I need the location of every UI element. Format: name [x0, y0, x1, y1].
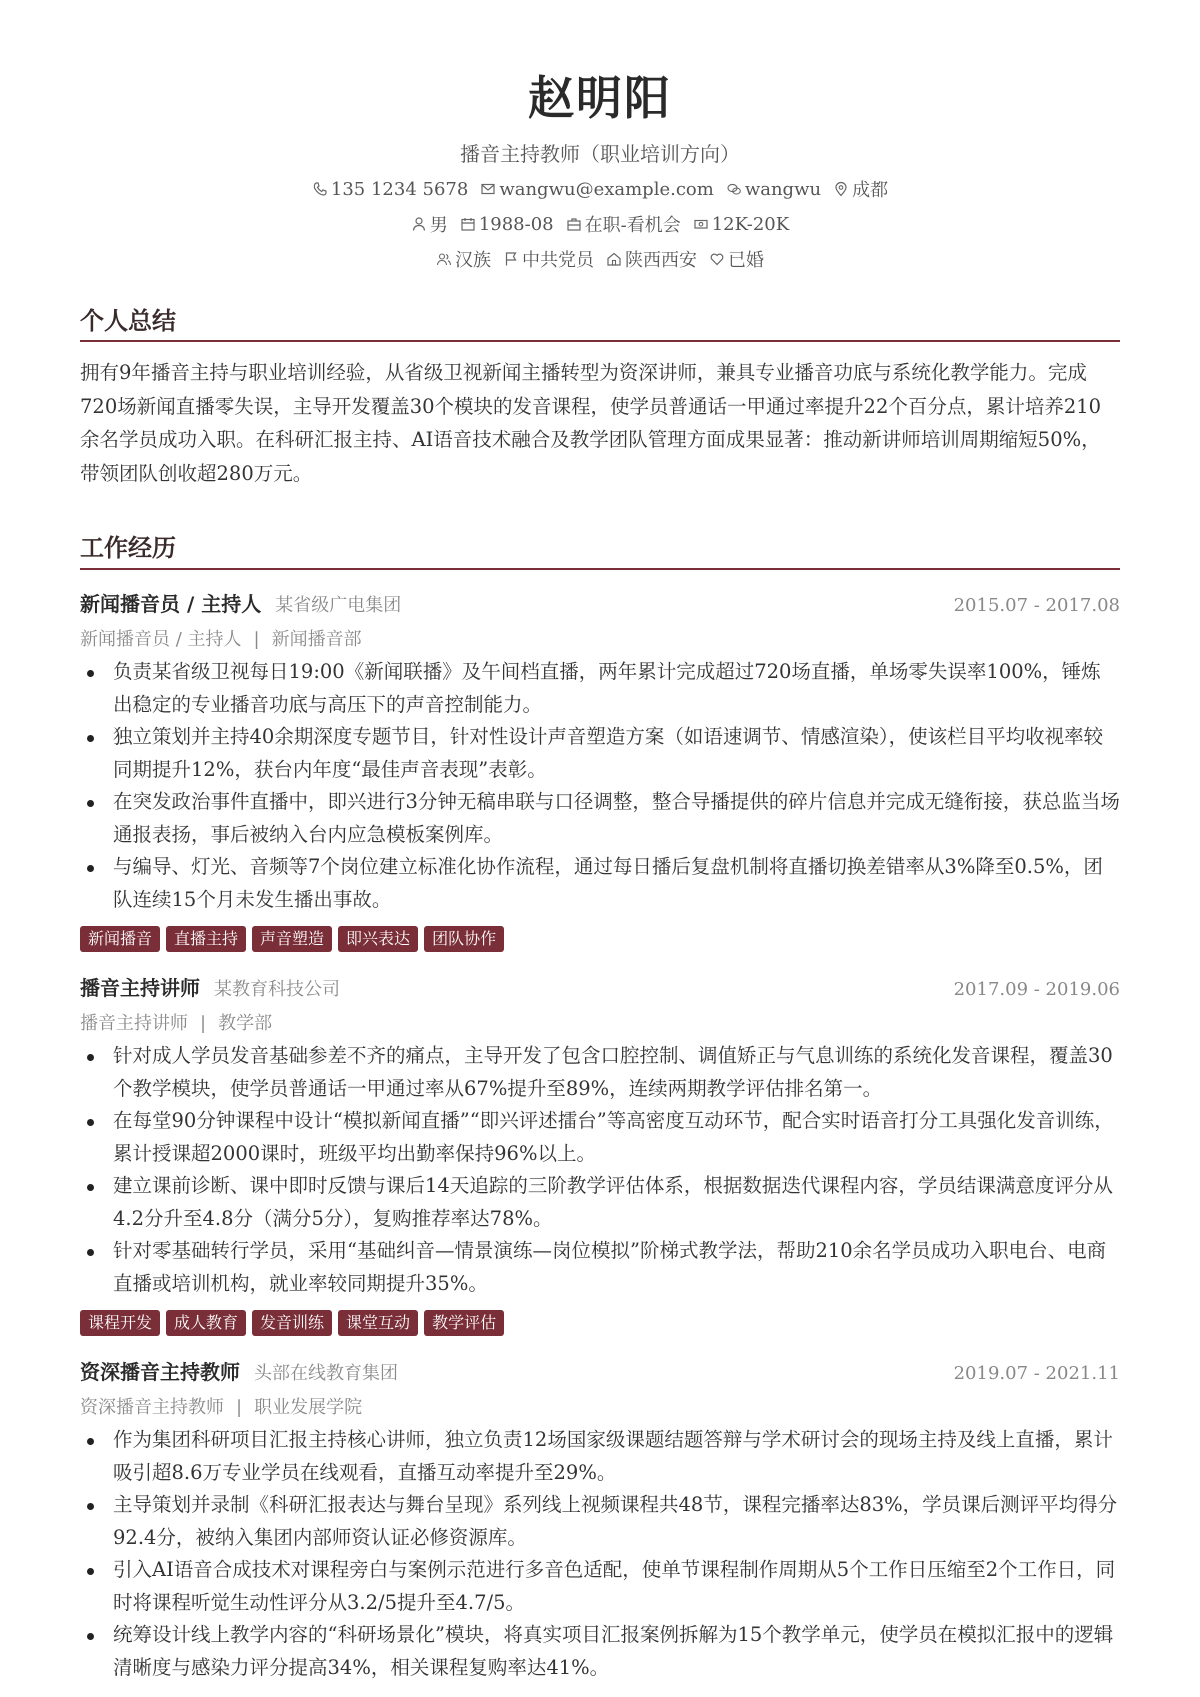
job-bullets — [80, 1424, 1120, 1684]
email-text: wangwu@example.com — [499, 178, 714, 200]
skill-tag: 发音训练 — [252, 1310, 332, 1336]
skill-tag: 直播主持 — [166, 926, 246, 952]
skill-tag: 课堂互动 — [338, 1310, 418, 1336]
politics-text: 中共党员 — [522, 250, 594, 271]
email-item — [480, 176, 714, 202]
list-item: 在每堂90分钟课程中设计“模拟新闻直播”“即兴评述擂台”等高密度互动环节，配合实时语音打分工具强化发音训练，累计授课超2000课时，班级平均出勤率保持96%以上。 — [80, 1105, 1120, 1170]
job-date: 2019.07 - 2021.11 — [953, 1363, 1120, 1384]
job-separator: | — [253, 629, 260, 650]
job-role: 资深播音主持教师 — [80, 1360, 240, 1384]
job-position: 资深播音主持教师 — [80, 1397, 224, 1418]
experience-divider — [80, 568, 1120, 570]
job-company: 头部在线教育集团 — [254, 1363, 398, 1384]
job-subline — [80, 1009, 272, 1035]
candidate-name: 赵明阳 — [528, 71, 672, 125]
job-subline — [80, 625, 362, 651]
wechat-icon — [726, 181, 742, 197]
skill-tag: 即兴表达 — [338, 926, 418, 952]
experience-heading: 工作经历 — [80, 533, 176, 562]
skill-tag: 团队协作 — [424, 926, 504, 952]
job-bullets — [80, 1040, 1120, 1300]
gender-text: 男 — [429, 215, 448, 236]
job-bullets — [80, 656, 1120, 916]
job-company: 某省级广电集团 — [275, 595, 402, 616]
job-header — [80, 1356, 1120, 1386]
summary-heading: 个人总结 — [80, 306, 176, 335]
job-department: 职业发展学院 — [254, 1397, 363, 1418]
job-position: 播音主持讲师 — [80, 1013, 188, 1034]
list-item: 针对成人学员发音基础参差不齐的痛点，主导开发了包含口腔控制、调值矫正与气息训练的系统化发音课程，覆盖30个教学模块，使学员普通话一甲通过率从67%提升至89%，连续两期教学评估排名第一。 — [80, 1040, 1120, 1105]
briefcase-icon — [566, 216, 582, 232]
home-icon — [606, 251, 622, 267]
ethnicity-item — [436, 246, 491, 272]
skill-tag: 课程开发 — [80, 1310, 160, 1336]
job-role: 播音主持讲师 — [80, 976, 200, 1000]
list-item: 针对零基础转行学员，采用“基础纠音—情景演练—岗位模拟”阶梯式教学法，帮助210余名学员成功入职电台、电商直播或培训机构，就业率较同期提升35%。 — [80, 1235, 1120, 1300]
job-separator: | — [236, 1397, 243, 1418]
list-item: 引入AI语音合成技术对课程旁白与案例示范进行多音色适配，使单节课程制作周期从5个工作日压缩至2个工作日，同时将课程听觉生动性评分从3.2/5提升至4.7/5。 — [80, 1554, 1120, 1619]
job-position: 新闻播音员 / 主持人 — [80, 629, 242, 650]
job-date: 2015.07 - 2017.08 — [953, 595, 1120, 616]
list-item: 作为集团科研项目汇报主持核心讲师，独立负责12场国家级课题结题答辩与学术研讨会的现场主持及线上直播，累计吸引超8.6万专业学员在线观看，直播互动率提升至29%。 — [80, 1424, 1120, 1489]
skill-tag: 成人教育 — [166, 1310, 246, 1336]
list-item: 独立策划并主持40余期深度专题节目，针对性设计声音塑造方案（如语速调节、情感渲染），使该栏目平均收视率较同期提升12%，获台内年度“最佳声音表现”表彰。 — [80, 721, 1120, 786]
status-text: 在职-看机会 — [584, 215, 681, 236]
wechat-item — [726, 176, 821, 202]
job-tags — [80, 926, 504, 952]
job-header — [80, 972, 1120, 1002]
job-subline — [80, 1393, 362, 1419]
salary-item — [693, 211, 789, 237]
job-separator: | — [200, 1013, 207, 1034]
location-icon — [833, 181, 849, 197]
marital-item — [709, 246, 764, 272]
job-department: 新闻播音部 — [271, 629, 362, 650]
birth-text: 1988-08 — [478, 213, 554, 235]
personal-row — [0, 211, 1200, 237]
wechat-text: wangwu — [744, 178, 822, 200]
job-department: 教学部 — [218, 1013, 273, 1034]
job-date: 2017.09 - 2019.06 — [953, 979, 1120, 1000]
salary-text: 12K-20K — [711, 213, 790, 235]
skill-tag: 教学评估 — [424, 1310, 504, 1336]
list-item: 在突发政治事件直播中，即兴进行3分钟无稿串联与口径调整，整合导播提供的碎片信息并完成无缝衔接，获总监当场通报表扬，事后被纳入台内应急模板案例库。 — [80, 786, 1120, 851]
contact-row — [0, 176, 1200, 202]
job-company: 某教育科技公司 — [214, 979, 340, 1000]
candidate-title: 播音主持教师（职业培训方向） — [460, 142, 740, 166]
list-item: 建立课前诊断、课中即时反馈与课后14天追踪的三阶教学评估体系，根据数据迭代课程内容，学员结课满意度评分从4.2分升至4.8分（满分5分），复购推荐率达78%。 — [80, 1170, 1120, 1235]
job-header — [80, 588, 1120, 618]
background-row — [0, 246, 1200, 272]
phone-text: 135 1234 5678 — [330, 178, 469, 200]
list-item: 与编导、灯光、音频等7个岗位建立标准化协作流程，通过每日播后复盘机制将直播切换差错率从3%降至0.5%，团队连续15个月未发生播出事故。 — [80, 851, 1120, 916]
phone-icon — [312, 181, 328, 197]
status-item — [566, 211, 681, 237]
city-text: 成都 — [852, 180, 889, 201]
city-item — [833, 176, 888, 202]
hometown-text: 陕西西安 — [625, 250, 697, 271]
list-item: 负责某省级卫视每日19:00《新闻联播》及午间档直播，两年累计完成超过720场直播，单场零失误率100%，锤炼出稳定的专业播音功底与高压下的声音控制能力。 — [80, 656, 1120, 721]
hometown-item — [606, 246, 697, 272]
job-tags — [80, 1310, 504, 1336]
user-icon — [411, 216, 427, 232]
ethnicity-text: 汉族 — [455, 250, 491, 271]
mail-icon — [480, 181, 496, 197]
skill-tag: 新闻播音 — [80, 926, 160, 952]
users-icon — [436, 251, 452, 267]
summary-divider — [80, 340, 1120, 342]
list-item: 统筹设计线上教学内容的“科研场景化”模块，将真实项目汇报案例拆解为15个教学单元，使学员在模拟汇报中的逻辑清晰度与感染力评分提高34%，相关课程复购率达41%。 — [80, 1619, 1120, 1684]
phone-item — [312, 176, 468, 202]
calendar-icon — [460, 216, 476, 232]
marital-text: 已婚 — [728, 250, 764, 271]
summary-text: 拥有9年播音主持与职业培训经验，从省级卫视新闻主播转型为资深讲师，兼具专业播音功底与系统化教学能力。完成720场新闻直播零失误，主导开发覆盖30个模块的发音课程，使学员普通话一甲通过率提升22个百分点，累计培养210余名学员成功入职。在科研汇报主持、AI语音技术融合及教学团队管理方面成果显著：推动新讲师培训周期缩短50%，带领团队创收超280万元。 — [80, 361, 1102, 485]
flag-icon — [503, 251, 519, 267]
heart-icon — [709, 251, 725, 267]
job-role: 新闻播音员 / 主持人 — [80, 592, 262, 616]
skill-tag: 声音塑造 — [252, 926, 332, 952]
money-icon — [693, 216, 709, 232]
politics-item — [503, 246, 594, 272]
birth-item — [460, 211, 554, 237]
list-item: 主导策划并录制《科研汇报表达与舞台呈现》系列线上视频课程共48节，课程完播率达83%，学员课后测评平均得分92.4分，被纳入集团内部师资认证必修资源库。 — [80, 1489, 1120, 1554]
gender-item — [411, 211, 448, 237]
